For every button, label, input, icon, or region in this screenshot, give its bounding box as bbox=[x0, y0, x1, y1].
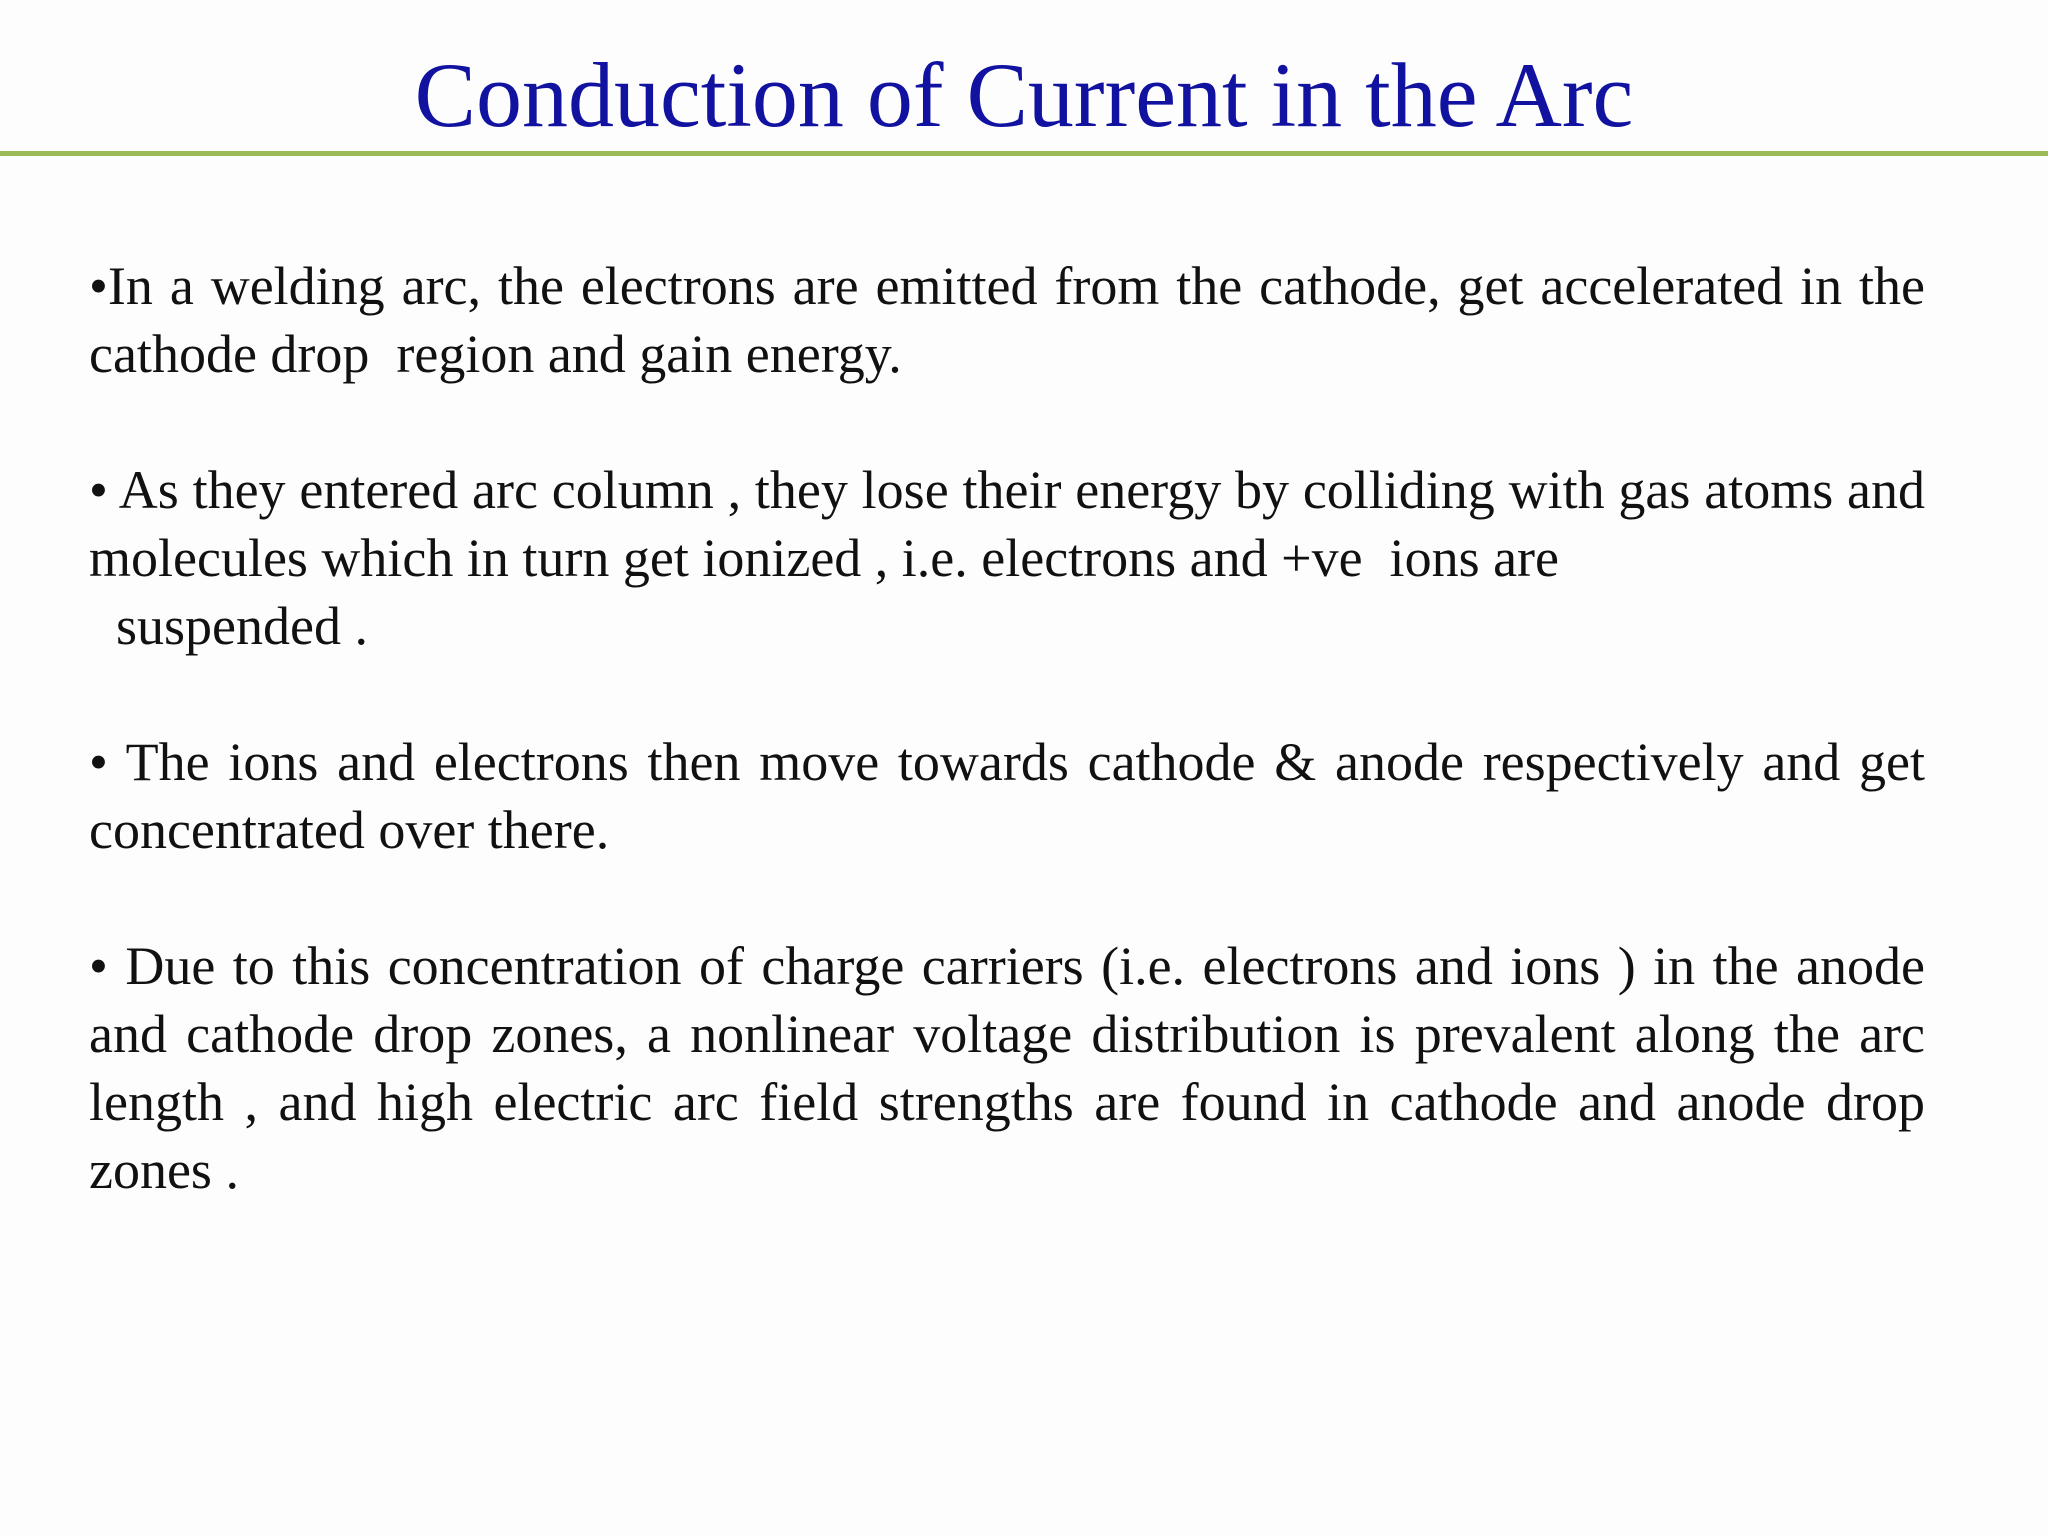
slide-body bbox=[89, 252, 1939, 1272]
bullet-point-charge-migration: • The ions and electrons then move towards cathode & anode respectively and get concentrated over there. bbox=[89, 732, 1939, 860]
title-divider bbox=[0, 151, 2048, 156]
bullet-point-arc-column-ionization: • As they entered arc column , they lose their energy by colliding with gas atoms and molecules which in turn get ionized , i.e. electrons and +ve ions are suspended . bbox=[89, 460, 1925, 656]
bullet-point-electron-emission: •In a welding arc, the electrons are emitted from the cathode, get accelerated in the cathode drop region and gain energy. bbox=[89, 256, 1939, 384]
slide-title: Conduction of Current in the Arc bbox=[414, 44, 1634, 146]
bullet-point-voltage-distribution: • Due to this concentration of charge carriers (i.e. electrons and ions ) in the anode and cathode drop zones, a nonlinear voltage distribution is prevalent along the arc length , and high electric arc field strengths are found in cathode and anode drop zones . bbox=[89, 936, 1939, 1200]
